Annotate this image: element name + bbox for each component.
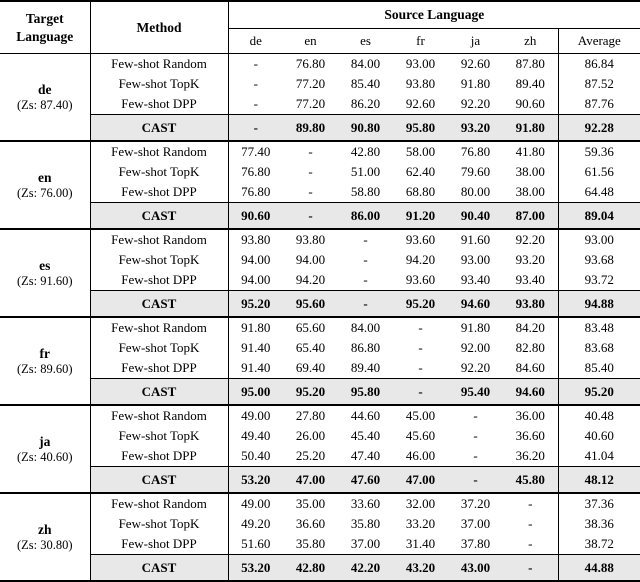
value-cell: -: [503, 555, 558, 582]
table-row: [0, 358, 640, 379]
method-cell: Few-shot DPP: [90, 182, 228, 203]
value-cell: 92.20: [460, 360, 491, 375]
method-cell: Few-shot Random: [90, 54, 228, 75]
method-cell: Few-shot Random: [90, 405, 228, 426]
value-cell: 38.00: [515, 164, 545, 179]
value-cell: 92.20: [460, 96, 491, 111]
target-cell: [0, 229, 90, 317]
value-cell: 45.80: [503, 467, 558, 494]
value-cell: 58.00: [405, 144, 436, 159]
table-row: [0, 338, 640, 358]
value-cell: 93.00: [558, 229, 640, 250]
value-cell: 43.00: [448, 555, 503, 582]
value-cell: -: [393, 379, 448, 406]
value-cell: 38.00: [515, 184, 545, 199]
value-cell: 47.00: [283, 467, 338, 494]
value-cell: -: [253, 96, 258, 111]
value-cell: 33.20: [405, 516, 436, 531]
header-col-es: es: [338, 29, 393, 54]
value-cell: 92.60: [405, 96, 436, 111]
value-cell: 40.60: [558, 426, 640, 446]
table-row: [0, 141, 640, 162]
cast-row: [0, 291, 640, 318]
table-row: [0, 229, 640, 250]
value-cell: 35.80: [295, 536, 326, 551]
table-row: [0, 534, 640, 555]
value-cell: -: [528, 496, 533, 511]
table-row: [0, 54, 640, 75]
value-cell: 84.60: [515, 360, 545, 375]
value-cell: 37.36: [558, 493, 640, 514]
value-cell: 41.04: [558, 446, 640, 467]
zero-shot-score: (Zs: 91.60): [16, 273, 73, 288]
value-cell: 91.80: [503, 115, 558, 142]
value-cell: 87.80: [515, 56, 545, 71]
value-cell: 93.80: [405, 76, 436, 91]
value-cell: 89.04: [558, 203, 640, 230]
method-cell: Few-shot DPP: [90, 270, 228, 291]
value-cell: -: [308, 144, 313, 159]
target-language: fr: [39, 345, 50, 361]
value-cell: 92.60: [460, 56, 491, 71]
value-cell: 91.20: [393, 203, 448, 230]
method-cell: Few-shot DPP: [90, 446, 228, 467]
value-cell: 86.80: [350, 340, 381, 355]
method-cell: Few-shot TopK: [90, 162, 228, 182]
value-cell: 85.40: [558, 358, 640, 379]
value-cell: 42.80: [350, 144, 381, 159]
table-body: [0, 54, 640, 582]
value-cell: 91.80: [241, 320, 271, 335]
value-cell: 49.00: [241, 496, 271, 511]
value-cell: 93.20: [515, 252, 545, 267]
value-cell: 47.40: [350, 448, 381, 463]
value-cell: 93.20: [448, 115, 503, 142]
method-cell: Few-shot TopK: [90, 338, 228, 358]
value-cell: 36.60: [295, 516, 326, 531]
value-cell: 91.60: [460, 232, 491, 247]
value-cell: 58.80: [350, 184, 381, 199]
value-cell: 90.80: [338, 115, 393, 142]
method-cell: Few-shot Random: [90, 141, 228, 162]
method-cell: Few-shot TopK: [90, 74, 228, 94]
header-target-line1: Target: [25, 10, 64, 26]
value-cell: 93.60: [405, 232, 436, 247]
value-cell: 80.00: [460, 184, 491, 199]
value-cell: 90.40: [448, 203, 503, 230]
value-cell: 94.60: [448, 291, 503, 318]
value-cell: -: [283, 203, 338, 230]
value-cell: 93.68: [558, 250, 640, 270]
value-cell: 95.20: [393, 291, 448, 318]
method-cell: CAST: [90, 467, 228, 494]
target-cell: [0, 317, 90, 405]
table-row: [0, 250, 640, 270]
value-cell: 36.00: [515, 408, 545, 423]
value-cell: 90.60: [515, 96, 545, 111]
value-cell: 76.80: [241, 184, 271, 199]
value-cell: -: [363, 272, 368, 287]
value-cell: 93.80: [503, 291, 558, 318]
value-cell: 35.00: [295, 496, 326, 511]
header-row-1: [0, 1, 640, 29]
value-cell: 47.00: [393, 467, 448, 494]
header-col-fr: fr: [393, 29, 448, 54]
value-cell: 77.20: [295, 96, 326, 111]
value-cell: 51.00: [350, 164, 381, 179]
value-cell: 94.20: [405, 252, 436, 267]
value-cell: 95.20: [283, 379, 338, 406]
value-cell: 37.20: [460, 496, 491, 511]
value-cell: 76.80: [460, 144, 491, 159]
method-cell: CAST: [90, 291, 228, 318]
value-cell: 48.12: [558, 467, 640, 494]
method-cell: CAST: [90, 115, 228, 142]
value-cell: 83.48: [558, 317, 640, 338]
value-cell: 53.20: [228, 555, 283, 582]
value-cell: 44.88: [558, 555, 640, 582]
value-cell: 45.00: [405, 408, 436, 423]
value-cell: 44.60: [350, 408, 381, 423]
value-cell: 87.52: [558, 74, 640, 94]
value-cell: 94.20: [295, 272, 326, 287]
method-cell: Few-shot DPP: [90, 534, 228, 555]
value-cell: 86.00: [338, 203, 393, 230]
method-cell: Few-shot DPP: [90, 358, 228, 379]
value-cell: 94.60: [503, 379, 558, 406]
zero-shot-score: (Zs: 40.60): [16, 449, 73, 464]
value-cell: 93.60: [405, 272, 436, 287]
table-row: [0, 182, 640, 203]
cast-row: [0, 203, 640, 230]
value-cell: -: [418, 340, 423, 355]
value-cell: 49.40: [241, 428, 271, 443]
value-cell: 87.76: [558, 94, 640, 115]
table-row: [0, 514, 640, 534]
value-cell: 91.80: [460, 76, 491, 91]
value-cell: -: [473, 428, 478, 443]
value-cell: -: [228, 115, 283, 142]
value-cell: 65.40: [295, 340, 326, 355]
value-cell: 36.20: [515, 448, 545, 463]
value-cell: 95.20: [228, 291, 283, 318]
value-cell: 89.40: [515, 76, 545, 91]
method-cell: CAST: [90, 379, 228, 406]
value-cell: 92.28: [558, 115, 640, 142]
value-cell: 38.36: [558, 514, 640, 534]
zero-shot-score: (Zs: 89.60): [16, 361, 73, 376]
cast-row: [0, 467, 640, 494]
value-cell: 93.00: [405, 56, 436, 71]
value-cell: 83.68: [558, 338, 640, 358]
value-cell: 93.00: [460, 252, 491, 267]
method-cell: Few-shot TopK: [90, 426, 228, 446]
value-cell: 64.48: [558, 182, 640, 203]
value-cell: -: [528, 536, 533, 551]
table-row: [0, 74, 640, 94]
value-cell: 86.20: [350, 96, 381, 111]
value-cell: 27.80: [295, 408, 326, 423]
value-cell: 87.00: [503, 203, 558, 230]
value-cell: 42.80: [283, 555, 338, 582]
value-cell: 65.60: [295, 320, 326, 335]
value-cell: 59.36: [558, 141, 640, 162]
zero-shot-score: (Zs: 30.80): [16, 537, 73, 552]
target-language: ja: [39, 433, 51, 449]
value-cell: 46.00: [405, 448, 436, 463]
value-cell: 95.00: [228, 379, 283, 406]
zero-shot-score: (Zs: 87.40): [16, 97, 73, 112]
value-cell: -: [308, 184, 313, 199]
value-cell: 53.20: [228, 467, 283, 494]
target-language: es: [39, 257, 51, 273]
value-cell: -: [528, 516, 533, 531]
value-cell: 89.80: [283, 115, 338, 142]
value-cell: -: [253, 76, 258, 91]
target-language: de: [38, 81, 52, 97]
method-cell: Few-shot Random: [90, 493, 228, 514]
value-cell: -: [418, 320, 423, 335]
value-cell: 76.80: [295, 56, 326, 71]
value-cell: 45.40: [350, 428, 381, 443]
table-row: [0, 426, 640, 446]
value-cell: 90.60: [228, 203, 283, 230]
value-cell: 93.72: [558, 270, 640, 291]
header-col-en: en: [283, 29, 338, 54]
cast-row: [0, 379, 640, 406]
method-cell: Few-shot Random: [90, 317, 228, 338]
table-row: [0, 94, 640, 115]
value-cell: 84.20: [515, 320, 545, 335]
value-cell: 89.40: [350, 360, 381, 375]
value-cell: 62.40: [405, 164, 436, 179]
value-cell: 93.40: [515, 272, 545, 287]
value-cell: 61.56: [558, 162, 640, 182]
value-cell: 94.00: [295, 252, 326, 267]
value-cell: 93.80: [241, 232, 271, 247]
target-language: en: [38, 169, 52, 185]
method-cell: Few-shot TopK: [90, 514, 228, 534]
value-cell: 79.60: [460, 164, 491, 179]
cast-row: [0, 555, 640, 582]
value-cell: 47.60: [338, 467, 393, 494]
table-row: [0, 270, 640, 291]
value-cell: 26.00: [295, 428, 326, 443]
value-cell: 37.00: [350, 536, 381, 551]
value-cell: -: [363, 252, 368, 267]
zero-shot-score: (Zs: 76.00): [16, 185, 73, 200]
value-cell: 51.60: [241, 536, 271, 551]
target-language: zh: [38, 521, 52, 537]
table-row: [0, 405, 640, 426]
value-cell: 49.00: [241, 408, 271, 423]
value-cell: 95.60: [283, 291, 338, 318]
value-cell: 68.80: [405, 184, 436, 199]
value-cell: 42.20: [338, 555, 393, 582]
value-cell: 49.20: [241, 516, 271, 531]
value-cell: -: [253, 56, 258, 71]
table-row: [0, 493, 640, 514]
value-cell: 93.40: [460, 272, 491, 287]
target-cell: [0, 141, 90, 229]
value-cell: -: [338, 291, 393, 318]
value-cell: -: [363, 232, 368, 247]
target-cell: [0, 493, 90, 581]
value-cell: 37.80: [460, 536, 491, 551]
header-target-line2: Language: [16, 28, 74, 44]
header-col-de: de: [228, 29, 283, 54]
value-cell: 95.80: [338, 379, 393, 406]
value-cell: 33.60: [350, 496, 381, 511]
header-method: Method: [90, 1, 228, 54]
cast-row: [0, 115, 640, 142]
header-col-ja: ja: [448, 29, 503, 54]
method-cell: Few-shot TopK: [90, 250, 228, 270]
value-cell: 69.40: [295, 360, 326, 375]
value-cell: 92.00: [460, 340, 491, 355]
value-cell: 95.20: [558, 379, 640, 406]
header-col-zh: zh: [503, 29, 558, 54]
value-cell: 25.20: [295, 448, 326, 463]
value-cell: 84.00: [350, 320, 381, 335]
value-cell: 92.20: [515, 232, 545, 247]
value-cell: 43.20: [393, 555, 448, 582]
value-cell: 37.00: [460, 516, 491, 531]
value-cell: 77.40: [241, 144, 271, 159]
value-cell: 40.48: [558, 405, 640, 426]
value-cell: 91.80: [460, 320, 491, 335]
table-row: [0, 446, 640, 467]
value-cell: -: [308, 164, 313, 179]
value-cell: 76.80: [241, 164, 271, 179]
value-cell: 95.40: [448, 379, 503, 406]
value-cell: 41.80: [515, 144, 545, 159]
value-cell: 94.00: [241, 272, 271, 287]
method-cell: Few-shot Random: [90, 229, 228, 250]
value-cell: 31.40: [405, 536, 436, 551]
method-cell: CAST: [90, 555, 228, 582]
value-cell: 93.80: [295, 232, 326, 247]
header-target-language: [0, 1, 90, 54]
target-cell: [0, 54, 90, 142]
table-row: [0, 317, 640, 338]
method-cell: Few-shot DPP: [90, 94, 228, 115]
value-cell: 50.40: [241, 448, 271, 463]
value-cell: 86.84: [558, 54, 640, 75]
target-cell: [0, 405, 90, 493]
value-cell: 77.20: [295, 76, 326, 91]
header-source-language: Source Language: [228, 1, 640, 29]
value-cell: 45.60: [405, 428, 436, 443]
value-cell: -: [448, 467, 503, 494]
value-cell: 35.80: [350, 516, 381, 531]
value-cell: -: [473, 408, 478, 423]
value-cell: 94.00: [241, 252, 271, 267]
table-row: [0, 162, 640, 182]
value-cell: 82.80: [515, 340, 545, 355]
value-cell: 95.80: [393, 115, 448, 142]
value-cell: 84.00: [350, 56, 381, 71]
value-cell: 91.40: [241, 340, 271, 355]
value-cell: 91.40: [241, 360, 271, 375]
value-cell: 38.72: [558, 534, 640, 555]
header-col-average: Average: [558, 29, 640, 54]
value-cell: 32.00: [405, 496, 436, 511]
method-cell: CAST: [90, 203, 228, 230]
value-cell: -: [418, 360, 423, 375]
value-cell: -: [473, 448, 478, 463]
value-cell: 85.40: [350, 76, 381, 91]
value-cell: 94.88: [558, 291, 640, 318]
value-cell: 36.60: [515, 428, 545, 443]
